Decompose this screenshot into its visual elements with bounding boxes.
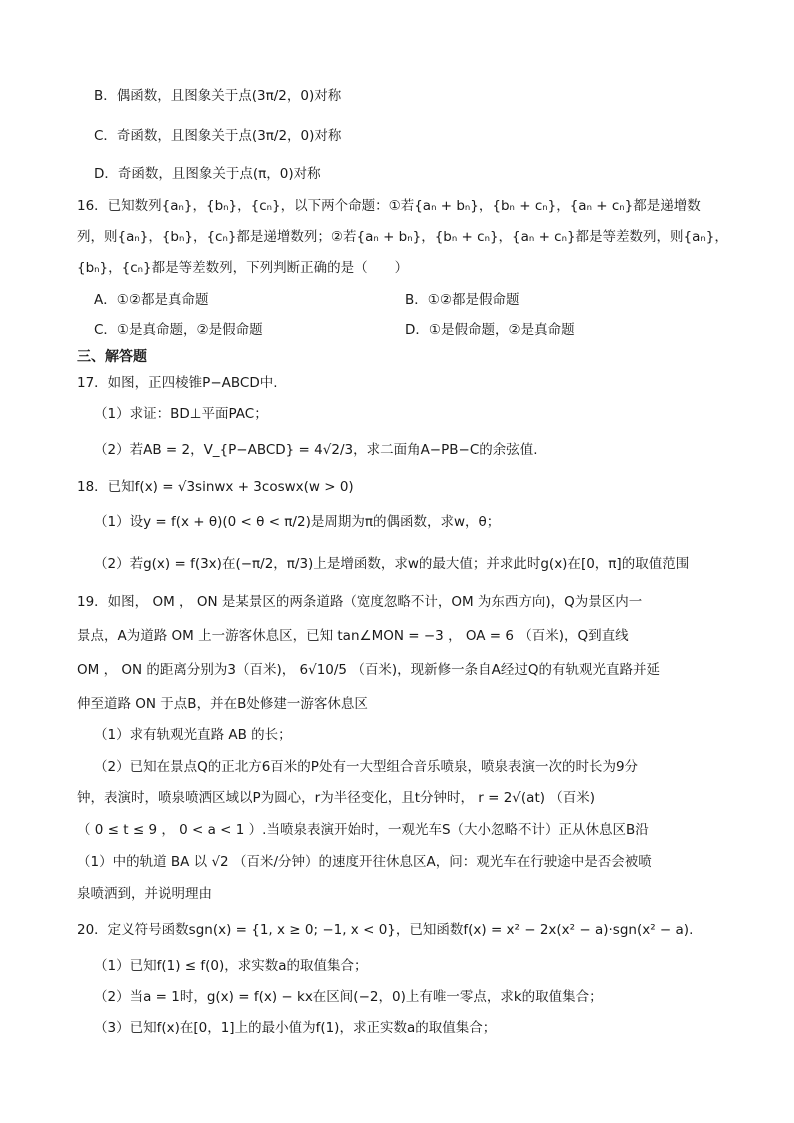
option-c-line: C．奇函数，且图象关于点(3π/2，0)对称 xyxy=(94,128,342,144)
q16-option-b: B．①②都是假命题 xyxy=(405,292,520,308)
q16-option-a: A．①②都是真命题 xyxy=(94,292,209,308)
option-d-line: D．奇函数，且图象关于点(π，0)对称 xyxy=(94,166,321,182)
q17-stem: 17．如图，正四棱锥P−ABCD中. xyxy=(77,375,278,391)
q19-part-2-line-2: 钟，表演时，喷泉喷洒区域以P为圆心，r为半径变化，且t分钟时， r = 2√(at) （百米) xyxy=(77,790,596,806)
q19-part-2-line-1: （2）已知在景点Q的正北方6百米的P处有一大型组合音乐喷泉，喷泉表演一次的时长为9分 xyxy=(94,759,639,775)
q16-line-2: 列，则{aₙ}，{bₙ}，{cₙ}都是递增数列；②若{aₙ + bₙ}，{bₙ + cₙ}，{aₙ + cₙ}都是等差数列，则{aₙ}， xyxy=(77,229,728,245)
q20-part-1: （1）已知f(1) ≤ f(0)，求实数a的取值集合； xyxy=(94,958,368,974)
q20-stem: 20．定义符号函数sgn(x) = {1, x ≥ 0; −1, x < 0}，已知函数f(x) = x² − 2x(x² − a)·sgn(x² − a). xyxy=(77,922,694,938)
q20-part-2: （2）当a = 1时，g(x) = f(x) − kx在区间(−2，0)上有唯一零点，求k的取值集合； xyxy=(94,989,603,1005)
option-b-line: B．偶函数，且图象关于点(3π/2，0)对称 xyxy=(94,88,342,104)
q16-line-3: {bₙ}，{cₙ}都是等差数列，下列判断正确的是（ ） xyxy=(77,260,409,276)
q20-part-3: （3）已知f(x)在[0，1]上的最小值为f(1)，求正实数a的取值集合； xyxy=(94,1020,497,1036)
q19-line-2: 景点，A为道路 OM 上一游客休息区，已知 tan∠MON = −3 ， OA = 6 （百米)，Q到直线 xyxy=(77,628,629,644)
q16-option-d: D．①是假命题，②是真命题 xyxy=(405,322,575,338)
q19-line-1: 19．如图， OM ， ON 是某景区的两条道路（宽度忽略不计，OM 为东西方向)，Q为景区内一 xyxy=(77,594,643,610)
q17-part-2: （2）若AB = 2，V_{P−ABCD} = 4√2/3，求二面角A−PB−C的余弦值. xyxy=(94,442,538,458)
section-heading: 三、解答题 xyxy=(77,349,147,365)
q19-part-2-line-4: （1）中的轨道 BA 以 √2 （百米/分钟）的速度开往休息区A，问：观光车在行驶途中是否会被喷 xyxy=(77,854,652,870)
q19-line-4: 伸至道路 ON 于点B，并在B处修建一游客休息区 xyxy=(77,696,368,712)
q16-line-1: 16．已知数列{aₙ}，{bₙ}，{cₙ}，以下两个命题：①若{aₙ + bₙ}，{bₙ + cₙ}，{aₙ + cₙ}都是递增数 xyxy=(77,198,701,214)
q19-line-3: OM ， ON 的距离分别为3（百米)， 6√10/5 （百米)，现新修一条自A经过Q的有轨观光直路并延 xyxy=(77,662,660,678)
q19-part-1: （1）求有轨观光直路 AB 的长； xyxy=(94,727,292,743)
q16-option-c: C．①是真命题，②是假命题 xyxy=(94,322,263,338)
q18-stem: 18．已知f(x) = √3sinwx + 3coswx(w > 0) xyxy=(77,479,354,495)
q18-part-1: （1）设y = f(x + θ)(0 < θ < π/2)是周期为π的偶函数，求w，θ； xyxy=(94,514,501,530)
q19-part-2-line-5: 泉喷洒到，并说明理由 xyxy=(77,886,212,902)
q17-part-1: （1）求证：BD⊥平面PAC； xyxy=(94,406,268,422)
q19-part-2-line-3: （ 0 ≤ t ≤ 9 ， 0 < a < 1 ）.当喷泉表演开始时，一观光车S（大小忽略不计）正从休息区B沿 xyxy=(77,822,649,838)
q18-part-2: （2）若g(x) = f(3x)在(−π/2，π/3)上是增函数，求w的最大值；并求此时g(x)在[0，π]的取值范围 xyxy=(94,556,690,572)
